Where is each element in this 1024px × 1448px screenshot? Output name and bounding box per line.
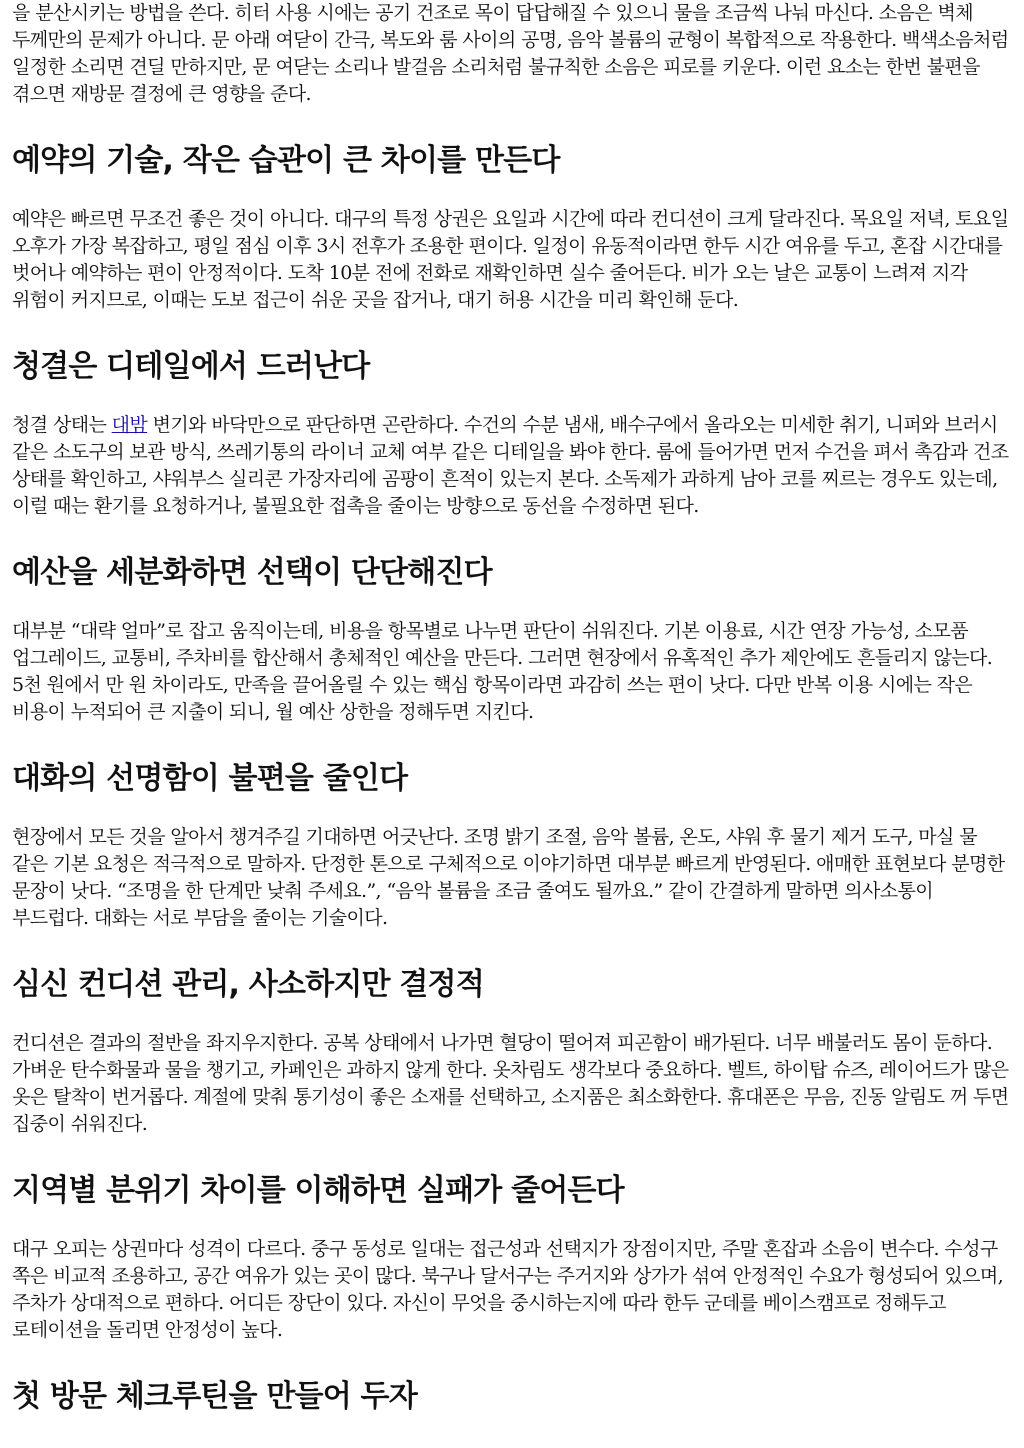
section-paragraph: 컨디션은 결과의 절반을 좌지우지한다. 공복 상태에서 나가면 혈당이 떨어져 피곤함이 배가된다. 너무 배불러도 몸이 둔하다. 가벼운 탄수화물과 물을 챙기고, 카페인은 과하지 않게 한다. 옷차림도 생각보다 중요하다. 벨트, 하이탑 슈즈, 레이어드가 많은 옷은 탈착이 번거롭다. 계절에 맞춰 통기성이 좋은 소재를 선택하고, 소지품은 최소화한다. 휴대폰은 무음, 진동 알림도 꺼 두면 집중이 쉬워진다. (12, 1032, 1009, 1135)
paragraph-text-before-link: 청결 상태는 (12, 414, 112, 436)
section-budget (12, 553, 1010, 726)
section-first-visit (12, 1377, 1010, 1417)
section-regions (12, 1171, 1010, 1344)
section-heading: 청결은 디테일에서 드러난다 (12, 349, 370, 384)
inline-link[interactable]: 대밤 (111, 414, 148, 436)
section-communication (12, 759, 1010, 932)
section-paragraph: 예약은 빠르면 무조건 좋은 것이 아니다. 대구의 특정 상권은 요일과 시간에 따라 컨디션이 크게 달라진다. 목요일 저녁, 토요일 오후가 가장 복잡하고, 평일 점심 이후 3시 전후가 조용한 편이다. 일정이 유동적이라면 한두 시간 여유를 두고, 혼잡 시간대를 벗어나 예약하는 편이 안정적이다. 도착 10분 전에 전화로 재확인하면 실수 줄어든다. 비가 오는 날은 교통이 느려져 지각 위험이 커지므로, 이때는 도보 접근이 쉬운 곳을 잡거나, 대기 허용 시간을 미리 확인해 둔다. (12, 208, 1009, 311)
section-reservation (12, 141, 1010, 314)
section-paragraph (12, 412, 1010, 520)
section-heading: 대화의 선명함이 불편을 줄인다 (12, 761, 408, 796)
section-heading: 심신 컨디션 관리, 사소하지만 결정적 (12, 967, 484, 1002)
section-heading: 예산을 세분화하면 선택이 단단해진다 (12, 555, 492, 590)
section-heading: 예약의 기술, 작은 습관이 큰 차이를 만든다 (12, 143, 560, 178)
paragraph-text-after-link: 변기와 바닥만으로 판단하면 곤란하다. 수건의 수분 냄새, 배수구에서 올라오는 미세한 취기, 니퍼와 브러시 같은 소도구의 보관 방식, 쓰레기통의 라이너 교체 여부 같은 디테일을 봐야 한다. 룸에 들어가면 먼저 수건을 펴서 촉감과 건조 상태를 확인하고, 샤워부스 실리콘 가장자리에 곰팡이 흔적이 있는지 본다. 소독제가 과하게 남아 코를 찌르는 경우도 있는데, 이럴 때는 환기를 요청하거나, 불필요한 접촉을 줄이는 방향으로 동선을 수정하면 된다. (12, 414, 1009, 517)
section-heading: 첫 방문 체크루틴을 만들어 두자 (12, 1379, 417, 1414)
intro-paragraph: 을 분산시키는 방법을 쓴다. 히터 사용 시에는 공기 건조로 목이 답답해질 수 있으니 물을 조금씩 나눠 마신다. 소음은 벽체 두께만의 문제가 아니다. 문 아래 여닫이 간극, 복도와 룸 사이의 공명, 음악 볼륨의 균형이 복합적으로 작용한다. 백색소음처럼 일정한 소리면 견딜 만하지만, 문 여닫는 소리나 발걸음 소리처럼 불규칙한 소음은 피로를 키운다. 이런 요소는 한번 불편을 겪으면 재방문 결정에 큰 영향을 준다. (12, 2, 1009, 105)
section-condition (12, 965, 1010, 1138)
section-paragraph: 현장에서 모든 것을 알아서 챙겨주길 기대하면 어긋난다. 조명 밝기 조절, 음악 볼륨, 온도, 샤워 후 물기 제거 도구, 마실 물 같은 기본 요청은 적극적으로 말하자. 단정한 톤으로 구체적으로 이야기하면 대부분 빠르게 반영된다. 애매한 표현보다 분명한 문장이 낫다. “조명을 한 단계만 낮춰 주세요.”, “음악 볼륨을 조금 줄여도 될까요.” 같이 간결하게 말하면 의사소통이 부드럽다. 대화는 서로 부담을 줄이는 기술이다. (12, 826, 1005, 929)
section-paragraph: 대부분 “대략 얼마”로 잡고 움직이는데, 비용을 항목별로 나누면 판단이 쉬워진다. 기본 이용료, 시간 연장 가능성, 소모품 업그레이드, 교통비, 주차비를 합산해서 총체적인 예산을 만든다. 그러면 현장에서 유혹적인 추가 제안에도 흔들리지 않는다. 5천 원에서 만 원 차이라도, 만족을 끌어올릴 수 있는 핵심 항목이라면 과감히 쓰는 편이 낫다. 다만 반복 이용 시에는 작은 비용이 누적되어 큰 지출이 되니, 월 예산 상한을 정해두면 지킨다. (12, 620, 993, 723)
section-paragraph: 대구 오피는 상권마다 성격이 다르다. 중구 동성로 일대는 접근성과 선택지가 장점이지만, 주말 혼잡과 소음이 변수다. 수성구 쪽은 비교적 조용하고, 공간 여유가 있는 곳이 많다. 북구나 달서구는 주거지와 상가가 섞여 안정적인 수요가 형성되어 있으며, 주차가 상대적으로 편하다. 어디든 장단이 있다. 자신이 무엇을 중시하는지에 따라 한두 군데를 베이스캠프로 정해두고 로테이션을 돌리면 안정성이 높다. (12, 1238, 1004, 1341)
section-heading: 지역별 분위기 차이를 이해하면 실패가 줄어든다 (12, 1173, 624, 1208)
article-page (12, 0, 1010, 1442)
section-cleanliness (12, 347, 1010, 520)
